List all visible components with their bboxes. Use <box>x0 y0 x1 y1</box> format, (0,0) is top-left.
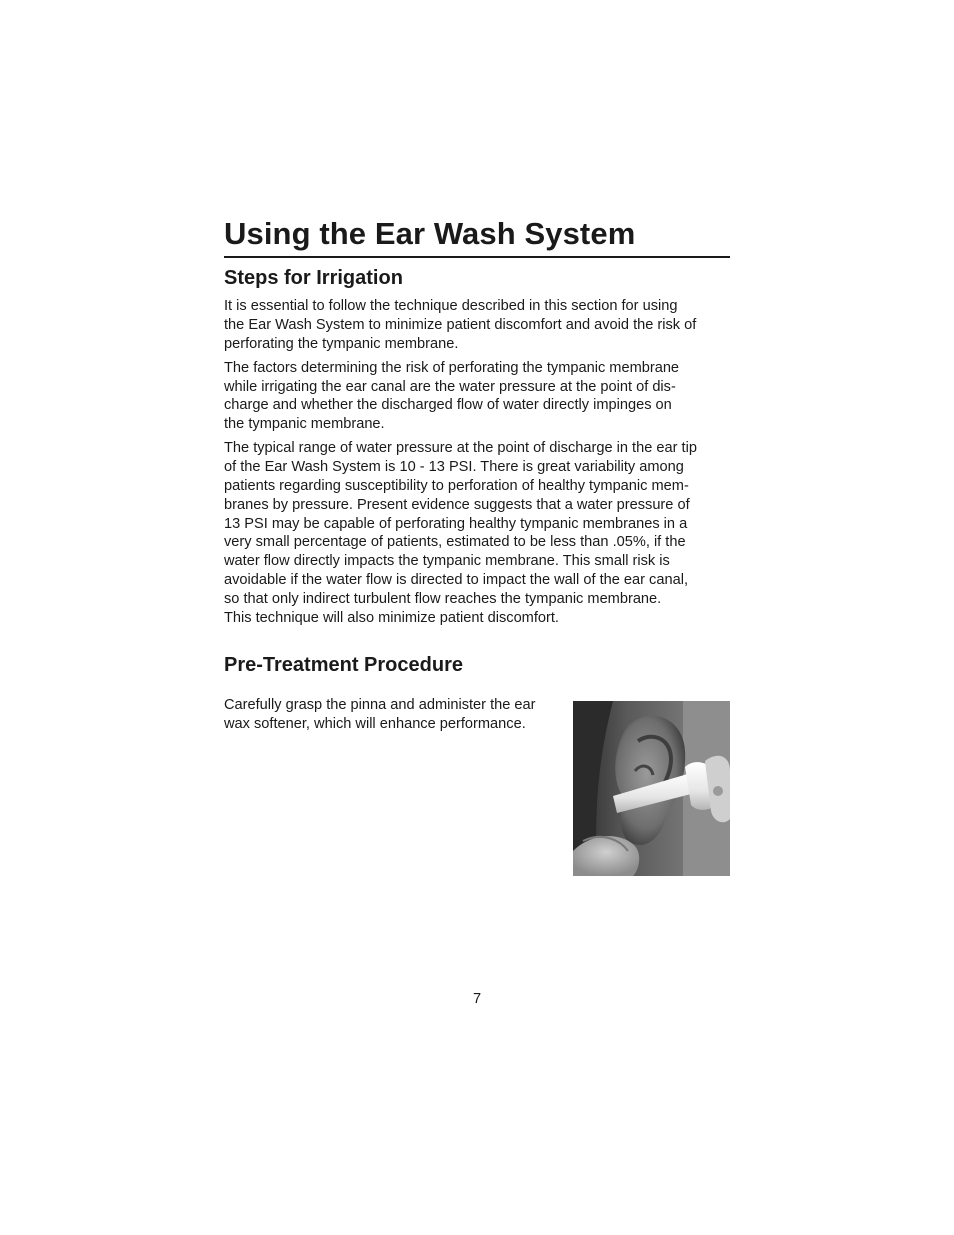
text-line: very small percentage of patients, estimated to be less than .05%, if the <box>224 534 686 551</box>
pre-treatment-body <box>224 696 564 739</box>
text-line: perforating the tympanic membrane. <box>224 335 459 352</box>
page-title: Using the Ear Wash System <box>224 214 730 258</box>
text-line: This technique will also minimize patient discomfort. <box>224 609 559 626</box>
text-line: while irrigating the ear canal are the water pressure at the point of dis- <box>224 378 676 395</box>
paragraph <box>224 696 564 734</box>
text-line: the Ear Wash System to minimize patient discomfort and avoid the risk of <box>224 316 697 333</box>
text-line: Carefully grasp the pinna and administer the ear <box>224 697 536 713</box>
section-heading-steps-for-irrigation: Steps for Irrigation <box>224 267 403 289</box>
paragraph <box>224 359 730 434</box>
text-line: The factors determining the risk of perforating the tympanic membrane <box>224 359 680 376</box>
section-heading-pre-treatment-procedure: Pre-Treatment Procedure <box>224 654 463 676</box>
text-line: the tympanic membrane. <box>224 416 385 433</box>
text-line: patients regarding susceptibility to perforation of healthy tympanic mem- <box>224 477 689 494</box>
text-line: of the Ear Wash System is 10 - 13 PSI. There is great variability among <box>224 459 684 476</box>
text-line: water flow directly impacts the tympanic membrane. This small risk is <box>224 553 670 570</box>
text-line: avoidable if the water flow is directed to impact the wall of the ear canal, <box>224 571 688 588</box>
text-line: 13 PSI may be capable of perforating healthy tympanic membranes in a <box>224 515 688 532</box>
text-line: branes by pressure. Present evidence suggests that a water pressure of <box>224 496 690 513</box>
text-line: so that only indirect turbulent flow reaches the tympanic membrane. <box>224 590 662 607</box>
steps-for-irrigation-body <box>224 297 730 633</box>
page-number: 7 <box>472 991 482 1007</box>
text-line: charge and whether the discharged flow of water directly impinges on <box>224 397 672 414</box>
text-line: It is essential to follow the technique described in this section for using <box>224 298 678 314</box>
text-line: wax softener, which will enhance performance. <box>224 715 526 732</box>
paragraph <box>224 439 730 627</box>
ear-wax-softener-photo <box>573 701 730 876</box>
text-line: The typical range of water pressure at the point of discharge in the ear tip <box>224 440 697 457</box>
paragraph <box>224 297 730 353</box>
